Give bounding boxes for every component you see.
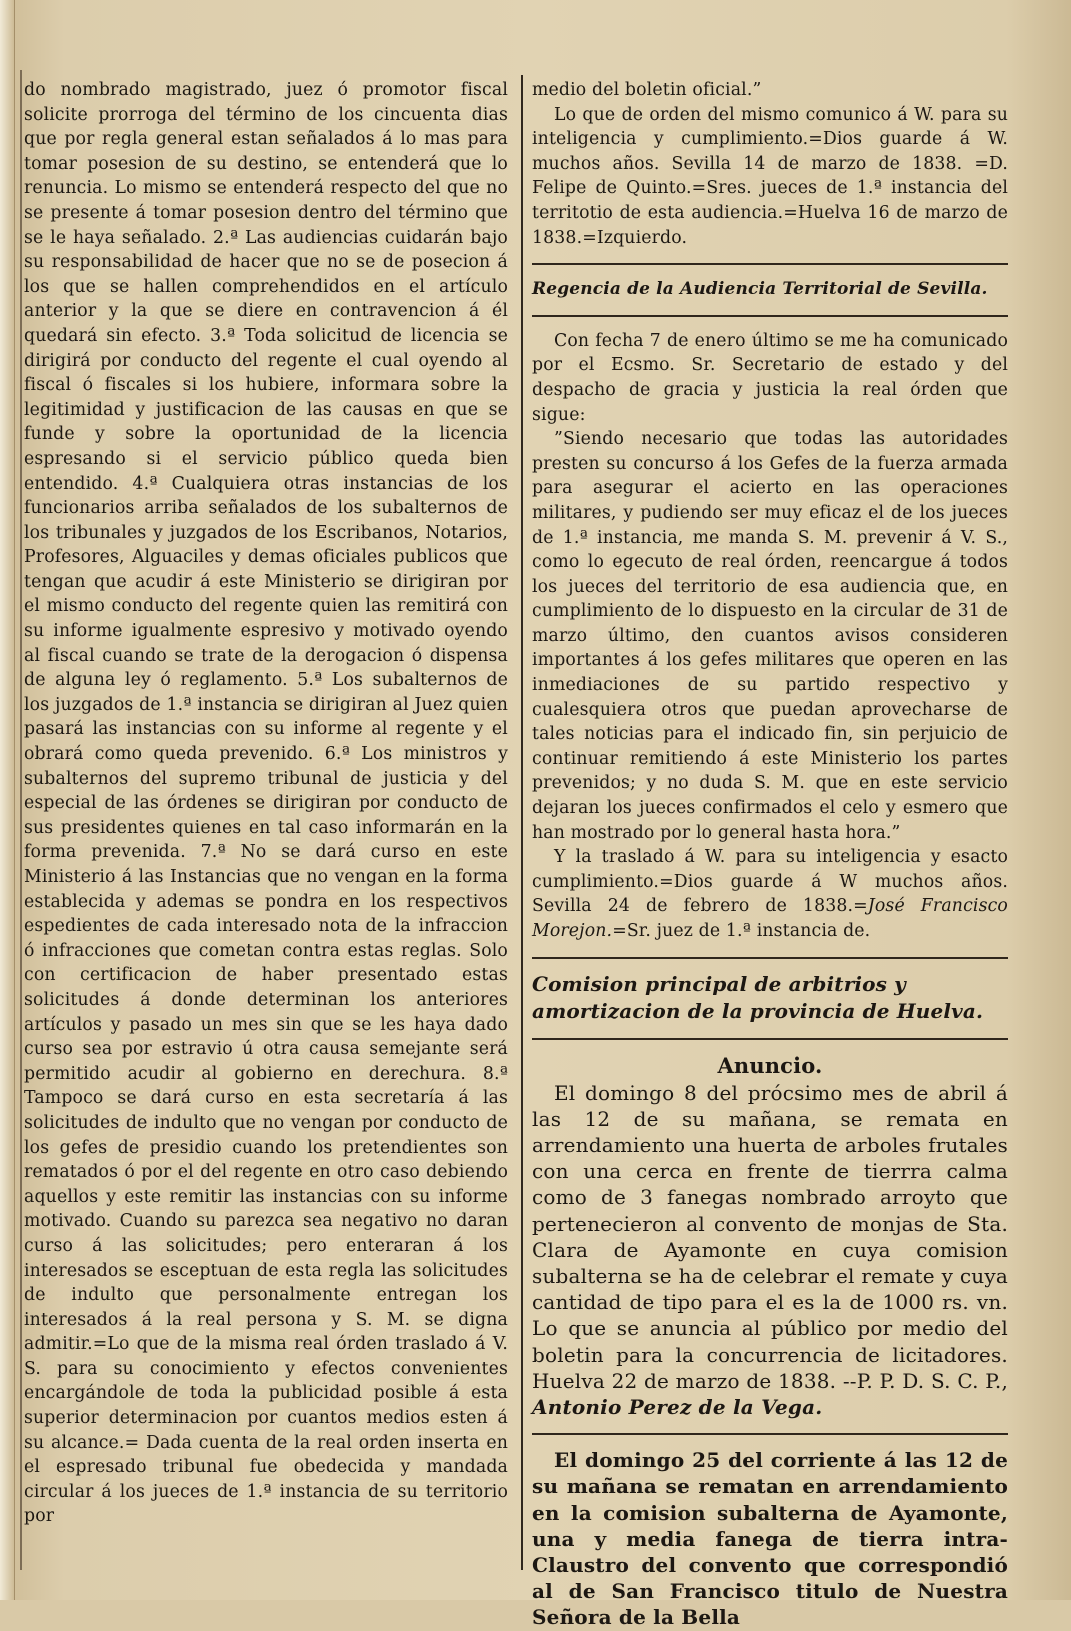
continuation-line: medio del boletin oficial.” <box>532 80 762 100</box>
announcement-2: El domingo 25 del corriente á las 12 de su mañana se rematan en arrendamiento en la comision subalterna de Ayamonte, una y media fanega de tierra intra-Claustro del convento que correspondió al de San Francisco titulo de Nuestra Señora de la Bella <box>532 1448 1008 1630</box>
regencia-quote: ”Siendo necesario que todas las autoridades presten su concurso á los Gefes de la fuerza armada para asegurar el acierto en las operaciones militares, y pudiendo ser muy eficaz el de los jueces de 1.ª instancia, me manda S. M. prevenir á V. S., como lo egecuto de real órden, reencargue á todos los jueces del territorio de esa audiencia que, en cumplimiento de lo dispuesto en la circular de 31 de marzo último, den cuantos avisos consideren importantes á los gefes militares que operen en las inmediaciones de su partido respectivo y cualesquiera otros que puedan aprovecharse de tales noticias para el indicado fin, sin perjuicio de continuar remitiendo á este Ministerio los partes prevenidos; y no duda S. M. que en este servicio dejaran los jueces confirmados el celo y esmero que han mostrado por lo general hasta hora.” <box>532 429 1008 843</box>
announcement-1-text: El domingo 8 del prócsimo mes de abril á las 12 de su mañana, se remata en arrendamiento una huerta de arboles frutales con una cerca en frente de tierrra calma como de 3 fanegas nombrado arroyto que pertenecieron al convento de monjas de Sta. Clara de Ayamonte en cuya comision subalterna se ha de celebrar el remate y cuya cantidad de tipo para el es la de 1000 rs. vn. Lo que se anuncia al público por medio del boletin para la concurrencia de licitadores. Huelva 22 de marzo de 1838. --P. P. D. S. C. P., <box>532 1080 1008 1393</box>
section-separator <box>532 1433 1008 1435</box>
right-column <box>532 78 1008 1631</box>
announcement-2-wrap <box>532 1447 1008 1630</box>
announce-title: Anuncio. <box>717 1052 823 1078</box>
left-column <box>24 78 508 1529</box>
regencia-signature: José Francisco Morejon. <box>532 896 1008 941</box>
left-margin-rule <box>20 70 22 1570</box>
announcement-1 <box>532 1080 1008 1421</box>
regencia-recipient: =Sr. juez de 1.ª instancia de. <box>612 921 871 941</box>
regencia-closing <box>532 845 1008 943</box>
section-separator <box>532 263 1008 265</box>
regencia-closing-text: Y la traslado á W. para su inteligencia y esacto cumplimiento.=Dios guarde á W muchos años. Sevilla 24 de febrero de 1838.= <box>532 847 1008 917</box>
section-separator <box>532 315 1008 317</box>
regencia-heading: Regencia de la Audiencia Territorial de Sevilla. <box>532 279 988 300</box>
left-column-text: do nombrado magistrado, juez ó promotor fiscal solicite prorroga del término de los cincuenta dias que por regla general estan señalados á lo mas para tomar posesion de su destino, se entenderá que lo renuncia. Lo mismo se entenderá respecto del que no se presente á tomar posesion dentro del término que se le haya señalado. 2.ª Las audiencias cuidarán bajo su responsabilidad de hacer que no se de posecion á los que se hallen comprehendidos en el artículo anterior y la que se diere en contravencion á él quedará sin efecto. 3.ª Toda solicitud de licencia se dirigirá por conducto del regente el cual oyendo al fiscal ó fiscales si los hubiere, informara sobre la legitimidad y justificacion de las causas en que se funde y sobre la oportunidad de la licencia espresando si el servicio público queda bien entendido. 4.ª Cualquiera otras instancias de los funcionarios arriba señalados de los subalternos de los tribunales y juzgados de los Escribanos, Notarios, Profesores, Alguaciles y demas oficiales publicos que tengan que acudir á este Ministerio se dirigiran por el mismo conducto del regente quien las remitirá con su informe igualmente espresivo y motivado oyendo al fiscal cuando se trate de la derogacion ó dispensa de alguna ley ó reglamento. 5.ª Los subalternos de los juzgados de 1.ª instancia se dirigiran al Juez quien pasará las instancias con su informe al regente y el obrará como queda prevenido. 6.ª Los ministros y subalternos del supremo tribunal de justicia y del especial de las órdenes se dirigiran por conducto de sus presidentes quienes en tal caso informarán en la forma prevenida. 7.ª No se dará curso en este Ministerio á las Instancias que no vengan en la forma establecida y ademas se pondra en los respectivos espedientes de cada interesado nota de la infraccion ó infracciones que cometan contra estas reglas. Solo con certificacion de haber presentado estas solicitudes á donde determinan los anteriores artículos y pasado un mes sin que se les haya dado curso sea por estravio ú otra causa semejante será permitido acudir al gobierno en derechura. 8.ª Tampoco se dará curso en esta secretaría á las solicitudes de indulto que no vengan por conducto de los gefes de presidio cuando los pretendientes son rematados ó por el del regente en otro caso debiendo aquellos y este remitir las instancias con su informe motivado. Cuando su parezca sea negativo no daran curso á las solicitudes; pero enteraran á los interesados se esceptuan de esta regla las solicitudes de indulto que personalmente entregan los interesados á la real persona y S. M. se digna admitir.=Lo que de la misma real órden traslado á V. S. para su conocimiento y efectos convenientes encargándole de toda la publicidad posible á esta superior determinacion por cuantos medios esten á su alcance.= Dada cuenta de la real orden inserta en el espresado tribunal fue obedecida y mandada circular á los jueces de 1.ª instancia de su territorio por <box>24 80 508 1527</box>
page-edge <box>0 0 15 1600</box>
section-separator <box>532 957 1008 959</box>
section-separator <box>532 1038 1008 1040</box>
column-divider <box>521 75 523 1570</box>
decree-paragraph: Lo que de orden del mismo comunico á W. para su inteligencia y cumplimiento.=Dios guarde á W. muchos años. Sevilla 14 de marzo de 1838. =D. Felipe de Quinto.=Sres. jueces de 1.ª instancia del territotio de esta audiencia.=Huelva 16 de marzo de 1838.=Izquierdo. <box>532 104 1008 248</box>
comision-heading: Comision principal de arbitrios y amortizacion de la provincia de Huelva. <box>532 971 984 1023</box>
regencia-intro: Con fecha 7 de enero último se me ha comunicado por el Ecsmo. Sr. Secretario de estado y del despacho de gracia y justicia la real órden que sigue: <box>532 330 1008 425</box>
announcement-1-signature: Antonio Perez de la Vega. <box>532 1395 823 1420</box>
